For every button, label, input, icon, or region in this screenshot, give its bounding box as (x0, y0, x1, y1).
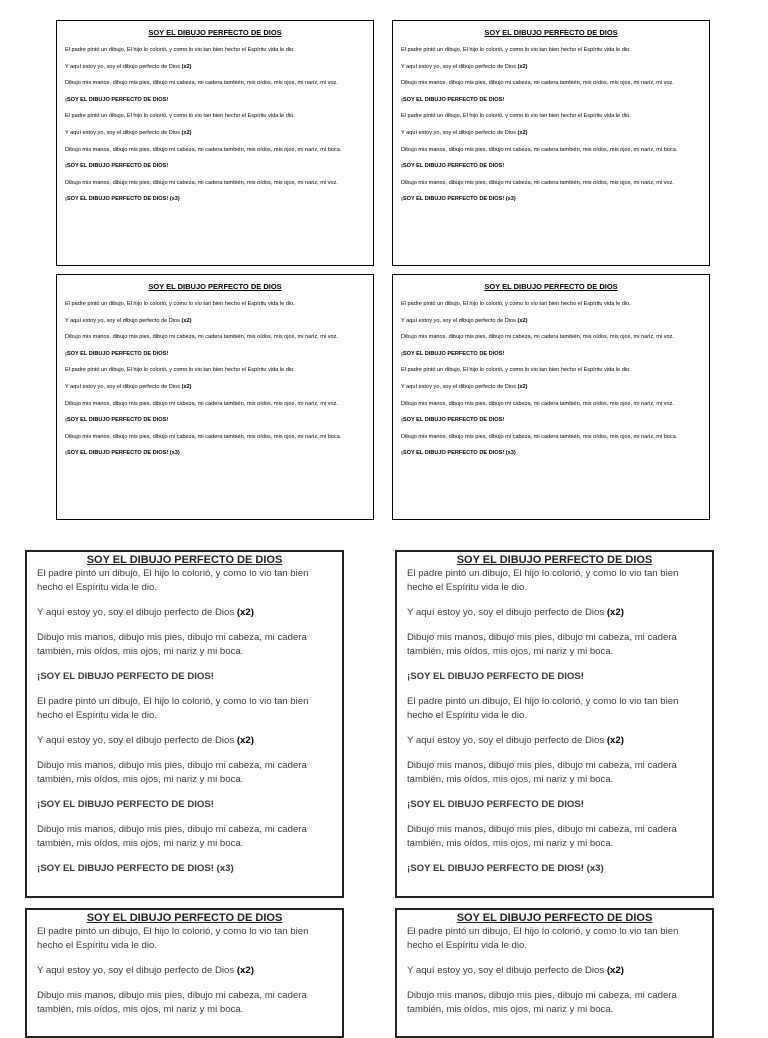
verse-line: El padre pintó un dibujo, El hijo lo colorió, y como lo vio tan bien hecho el Espíritu vida le dio. (65, 47, 295, 53)
lyric-card-large-1 (25, 550, 344, 898)
chorus-line: ¡SOY EL DIBUJO PERFECTO DE DIOS! (65, 163, 169, 170)
chorus-line: ¡SOY EL DIBUJO PERFECTO DE DIOS! (65, 350, 169, 357)
body-verse: Dibujo mis manos, dibujo mis pies, dibujo mi cabeza, mi cadera también, mis oídos, mis ojos, mi nariz, mi boca. (401, 146, 678, 153)
body-verse: Dibujo mis manos, dibujo mis pies, dibujo mi cabeza, mi cadera también, mis oídos, mis ojos, mi nariz, mi boca. (65, 433, 342, 440)
refrain-line: Y aquí estoy yo, soy el dibujo perfecto de Dios (x2) (65, 317, 192, 324)
chorus-final: ¡SOY EL DIBUJO PERFECTO DE DIOS! (x3) (407, 863, 604, 874)
refrain-line: Y aquí estoy yo, soy el dibujo perfecto de Dios (x2) (37, 607, 254, 618)
chorus-line: ¡SOY EL DIBUJO PERFECTO DE DIOS! (401, 350, 505, 357)
body-verse: Dibujo mis manos, dibujo mis pies, dibujo mi cabeza, mi cadera también, mis oídos, mis ojos, mi nariz, mi voz. (65, 334, 338, 341)
body-verse: Dibujo mis manos, dibujo mis pies, dibujo mi cabeza, mi cadera también, mis oídos, mis ojos, mi nariz y mi boca. (407, 824, 677, 849)
lyric-card-large-4 (395, 908, 714, 1038)
body-verse: Dibujo mis manos, dibujo mis pies, dibujo mi cabeza, mi cadera también, mis oídos, mis ojos, mi nariz, mi boca. (401, 433, 678, 440)
refrain-line: Y aquí estoy yo, soy el dibujo perfecto de Dios (x2) (407, 607, 624, 618)
chorus-line: ¡SOY EL DIBUJO PERFECTO DE DIOS! (407, 799, 584, 810)
chorus-line: ¡SOY EL DIBUJO PERFECTO DE DIOS! (37, 671, 214, 682)
lyric-card-large-3 (25, 908, 344, 1038)
refrain-line: Y aquí estoy yo, soy el dibujo perfecto de Dios (x2) (407, 735, 624, 746)
chorus-line: ¡SOY EL DIBUJO PERFECTO DE DIOS! (401, 96, 505, 103)
verse-line: El padre pintó un dibujo, El hijo lo colorió, y como lo vio tan bien hecho el Espíritu vida le dio. (65, 367, 295, 374)
chorus-line: ¡SOY EL DIBUJO PERFECTO DE DIOS! (401, 163, 505, 170)
card-title: SOY EL DIBUJO PERFECTO DE DIOS (484, 28, 618, 37)
refrain-line: Y aquí estoy yo, soy el dibujo perfecto de Dios (x2) (401, 129, 528, 136)
chorus-line: ¡SOY EL DIBUJO PERFECTO DE DIOS! (37, 799, 214, 810)
chorus-line: ¡SOY EL DIBUJO PERFECTO DE DIOS! (401, 417, 505, 424)
verse-line: El padre pintó un dibujo, El hijo lo colorió, y como lo vio tan bien hecho el Espíritu vida le dio. (401, 367, 631, 374)
body-verse: Dibujo mis manos, dibujo mis pies, dibujo mi cabeza, mi cadera también, mis oídos, mis ojos, mi nariz, mi voz. (401, 400, 674, 407)
body-verse: Dibujo mis manos, dibujo mis pies, dibujo mi cabeza, mi cadera también, mis oídos, mis ojos, mi nariz, mi voz. (401, 80, 674, 87)
card-title: SOY EL DIBUJO PERFECTO DE DIOS (86, 912, 283, 924)
card-title: SOY EL DIBUJO PERFECTO DE DIOS (148, 282, 282, 291)
refrain-line: Y aquí estoy yo, soy el dibujo perfecto de Dios (x2) (401, 383, 528, 390)
body-verse: Dibujo mis manos, dibujo mis pies, dibujo mi cabeza, mi cadera también, mis oídos, mis ojos, mi nariz y mi boca. (407, 632, 677, 657)
chorus-line: ¡SOY EL DIBUJO PERFECTO DE DIOS! (407, 671, 584, 682)
refrain-line: Y aquí estoy yo, soy el dibujo perfecto de Dios (x2) (37, 735, 254, 746)
verse-line: El padre pintó un dibujo, El hijo lo colorió, y como lo vio tan bien hecho el Espíritu vida le dio. (407, 696, 679, 721)
verse-line: El padre pintó un dibujo, El hijo lo colorió, y como lo vio tan bien hecho el Espíritu vida le dio. (37, 568, 309, 593)
lyric-card-small-2 (392, 20, 710, 266)
chorus-final: ¡SOY EL DIBUJO PERFECTO DE DIOS! (x3) (65, 196, 180, 203)
lyric-card-large-2 (395, 550, 714, 898)
refrain-line: Y aquí estoy yo, soy el dibujo perfecto de Dios (x2) (65, 63, 192, 70)
verse-line: El padre pintó un dibujo, El hijo lo colorió, y como lo vio tan bien hecho el Espíritu vida le dio. (407, 568, 679, 593)
body-verse: Dibujo mis manos, dibujo mis pies, dibujo mi cabeza, mi cadera también, mis oídos, mis ojos, mi nariz, mi boca. (65, 146, 342, 153)
body-verse: Dibujo mis manos, dibujo mis pies, dibujo mi cabeza, mi cadera también, mis oídos, mis ojos, mi nariz y mi boca. (37, 760, 307, 785)
lyric-card-small-3 (56, 274, 374, 520)
body-verse: Dibujo mis manos, dibujo mis pies, dibujo mi cabeza, mi cadera también, mis oídos, mis ojos, mi nariz y mi boca. (37, 632, 307, 657)
verse-line: El padre pintó un dibujo, El hijo lo colorió, y como lo vio tan bien hecho el Espíritu vida le dio. (37, 926, 309, 951)
body-verse: Dibujo mis manos, dibujo mis pies, dibujo mi cabeza, mi cadera también, mis oídos, mis ojos, mi nariz, mi voz. (65, 179, 338, 186)
body-verse: Dibujo mis manos, dibujo mis pies, dibujo mi cabeza, mi cadera también, mis oídos, mis ojos, mi nariz y mi boca. (407, 760, 677, 785)
verse-line: El padre pintó un dibujo, El hijo lo colorió, y como lo vio tan bien hecho el Espíritu vida le dio. (65, 113, 295, 120)
verse-line: El padre pintó un dibujo, El hijo lo colorió, y como lo vio tan bien hecho el Espíritu vida le dio. (401, 47, 631, 53)
body-verse: Dibujo mis manos, dibujo mis pies, dibujo mi cabeza, mi cadera también, mis oídos, mis ojos, mi nariz y mi boca. (37, 824, 307, 849)
chorus-final: ¡SOY EL DIBUJO PERFECTO DE DIOS! (x3) (37, 863, 234, 874)
verse-line: El padre pintó un dibujo, El hijo lo colorió, y como lo vio tan bien hecho el Espíritu vida le dio. (65, 301, 295, 307)
refrain-line: Y aquí estoy yo, soy el dibujo perfecto de Dios (x2) (37, 965, 254, 976)
body-verse: Dibujo mis manos, dibujo mis pies, dibujo mi cabeza, mi cadera también, mis oídos, mis ojos, mi nariz, mi voz. (401, 334, 674, 341)
card-title: SOY EL DIBUJO PERFECTO DE DIOS (484, 282, 618, 291)
body-verse: Dibujo mis manos, dibujo mis pies, dibujo mi cabeza, mi cadera también, mis oídos, mis ojos, mi nariz y mi boca. (407, 990, 677, 1015)
body-verse: Dibujo mis manos, dibujo mis pies, dibujo mi cabeza, mi cadera también, mis oídos, mis ojos, mi nariz, mi voz. (65, 400, 338, 407)
chorus-line: ¡SOY EL DIBUJO PERFECTO DE DIOS! (65, 417, 169, 424)
verse-line: El padre pintó un dibujo, El hijo lo colorió, y como lo vio tan bien hecho el Espíritu vida le dio. (401, 113, 631, 120)
lyric-card-small-4 (392, 274, 710, 520)
body-verse: Dibujo mis manos, dibujo mis pies, dibujo mi cabeza, mi cadera también, mis oídos, mis ojos, mi nariz, mi voz. (65, 80, 338, 87)
refrain-line: Y aquí estoy yo, soy el dibujo perfecto de Dios (x2) (407, 965, 624, 976)
card-title: SOY EL DIBUJO PERFECTO DE DIOS (456, 912, 653, 924)
refrain-line: Y aquí estoy yo, soy el dibujo perfecto de Dios (x2) (65, 383, 192, 390)
chorus-final: ¡SOY EL DIBUJO PERFECTO DE DIOS! (x3) (401, 450, 516, 457)
body-verse: Dibujo mis manos, dibujo mis pies, dibujo mi cabeza, mi cadera también, mis oídos, mis ojos, mi nariz y mi boca. (37, 990, 307, 1015)
body-verse: Dibujo mis manos, dibujo mis pies, dibujo mi cabeza, mi cadera también, mis oídos, mis ojos, mi nariz, mi voz. (401, 179, 674, 186)
refrain-line: Y aquí estoy yo, soy el dibujo perfecto de Dios (x2) (401, 63, 528, 70)
lyric-card-small-1 (56, 20, 374, 266)
card-title: SOY EL DIBUJO PERFECTO DE DIOS (456, 554, 653, 566)
refrain-line: Y aquí estoy yo, soy el dibujo perfecto de Dios (x2) (401, 317, 528, 324)
refrain-line: Y aquí estoy yo, soy el dibujo perfecto de Dios (x2) (65, 129, 192, 136)
chorus-final: ¡SOY EL DIBUJO PERFECTO DE DIOS! (x3) (65, 450, 180, 457)
verse-line: El padre pintó un dibujo, El hijo lo colorió, y como lo vio tan bien hecho el Espíritu vida le dio. (37, 696, 309, 721)
verse-line: El padre pintó un dibujo, El hijo lo colorió, y como lo vio tan bien hecho el Espíritu vida le dio. (401, 301, 631, 307)
card-title: SOY EL DIBUJO PERFECTO DE DIOS (86, 554, 283, 566)
chorus-line: ¡SOY EL DIBUJO PERFECTO DE DIOS! (65, 96, 169, 103)
chorus-final: ¡SOY EL DIBUJO PERFECTO DE DIOS! (x3) (401, 196, 516, 203)
verse-line: El padre pintó un dibujo, El hijo lo colorió, y como lo vio tan bien hecho el Espíritu vida le dio. (407, 926, 679, 951)
card-title: SOY EL DIBUJO PERFECTO DE DIOS (148, 28, 282, 37)
